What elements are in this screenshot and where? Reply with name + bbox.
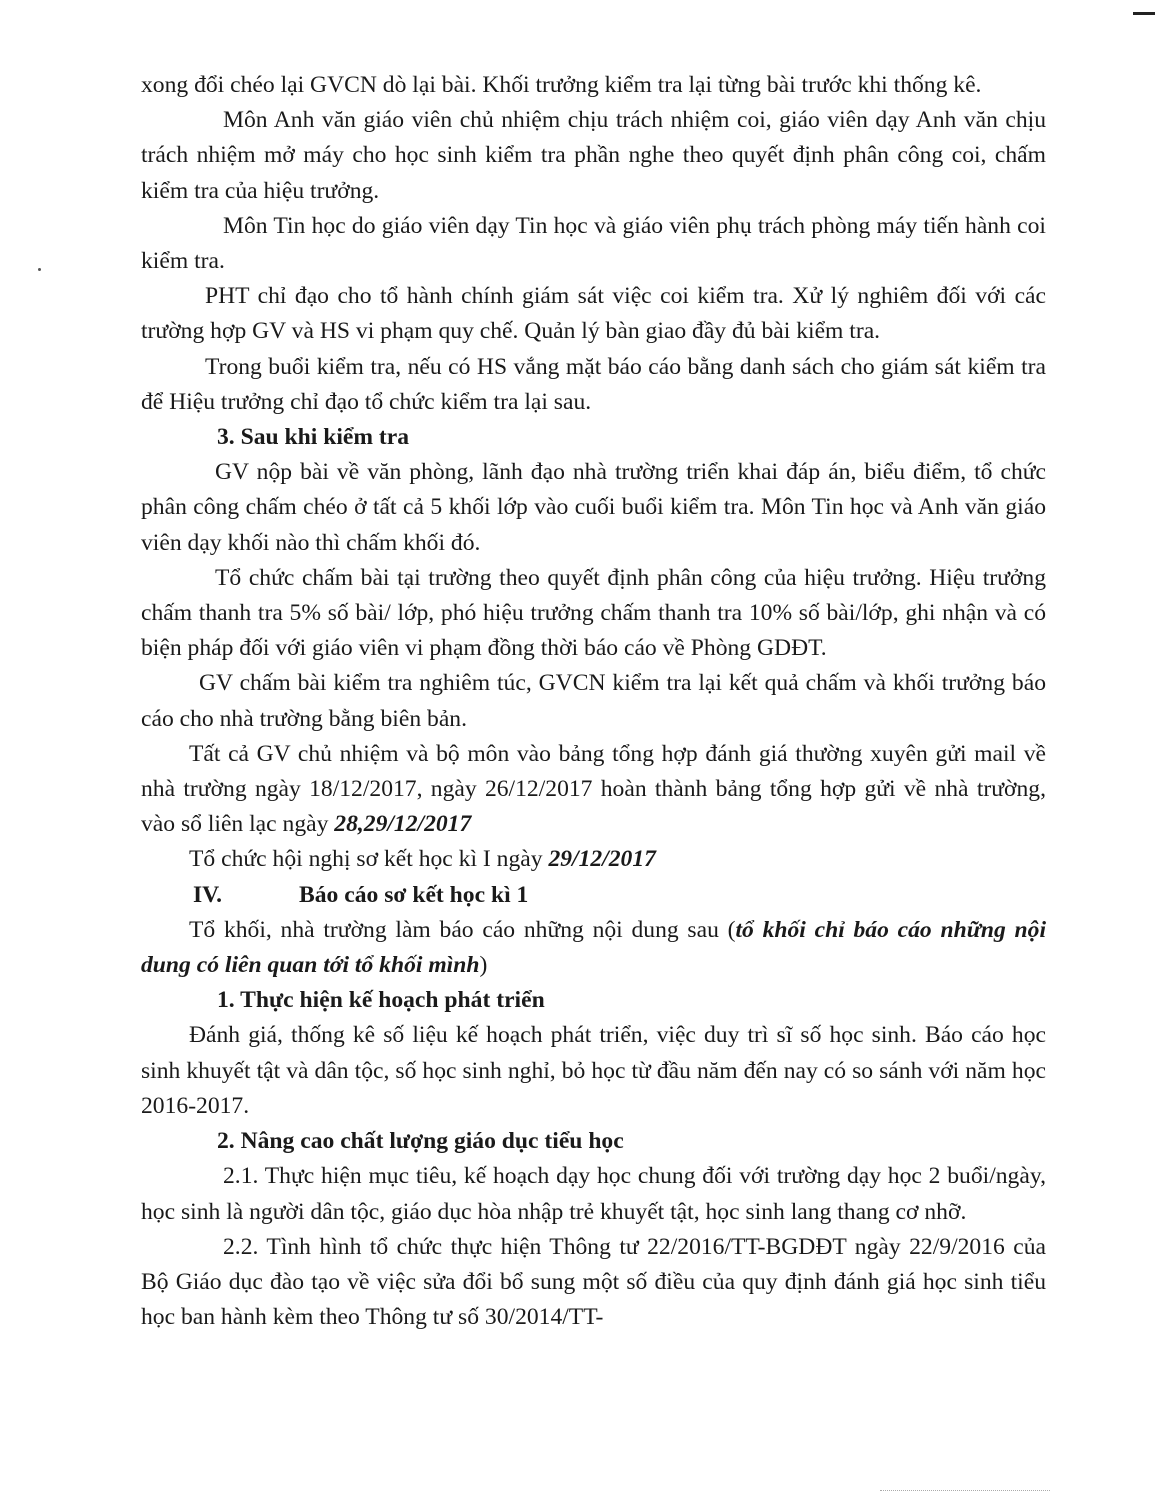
paragraph-item-2-2: 2.2. Tình hình tổ chức thực hiện Thông tư 22/2016/TT-BGDĐT ngày 22/9/2016 của Bộ Giáo dục đào tạo về việc sửa đổi bổ sung một số điều của quy định đánh giá học sinh tiểu học ban hành kèm theo Thông tư số 30/2014/TT- [141, 1233, 1046, 1331]
paragraph-grading-check: xong đổi chéo lại GVCN dò lại bài. Khối trưởng kiểm tra lại từng bài trước khi thống kê. [141, 72, 982, 98]
paragraph-summary-tables [141, 737, 1046, 843]
section-iv-heading [141, 878, 1046, 913]
paragraph-teacher-grading: GV chấm bài kiểm tra nghiêm túc, GVCN kiểm tra lại kết quả chấm và khối trưởng báo cáo cho nhà trường bằng biên bản. [141, 670, 1046, 732]
summary-tables-text: Tất cả GV chủ nhiệm và bộ môn vào bảng tổng hợp đánh giá thường xuyên gửi mail về nhà trường ngày 18/12/2017, ngày 26/12/2017 hoàn thành bảng tổng hợp gửi về nhà trường, vào sổ liên lạc ngày [141, 740, 1046, 838]
scan-speck [38, 268, 41, 271]
document-page [141, 68, 1046, 1335]
paragraph-submit-papers: GV nộp bài về văn phòng, lãnh đạo nhà trường triển khai đáp án, biểu điểm, tổ chức phân công chấm chéo ở tất cả 5 khối lớp vào cuối buổi kiểm tra. Môn Tin học và Anh văn giáo viên dạy khối nào thì chấm khối đó. [141, 459, 1046, 556]
paragraph-grading-organization: Tổ chức chấm bài tại trường theo quyết định phân công của hiệu trưởng. Hiệu trưởng chấm thanh tra 5% số bài/ lớp, phó hiệu trưởng chấm thanh tra 10% số bài/lớp, ghi nhận và có biện pháp đối với giáo viên vi phạm đồng thời báo cáo về Phòng GDĐT. [141, 564, 1046, 662]
report-contents-note: tổ khối chỉ báo cáo những nội dung có liên quan tới tổ khối mình [141, 916, 1047, 979]
heading-after-exam: 3. Sau khi kiểm tra [217, 424, 410, 451]
section-iv-number: IV. [193, 881, 223, 908]
summary-tables-date: 28,29/12/2017 [334, 811, 472, 838]
page-corner-mark [1133, 12, 1155, 15]
paragraph-report-contents [141, 913, 1046, 983]
paragraph-item-2-1: 2.1. Thực hiện mục tiêu, kế hoạch dạy học chung đối với trường dạy học 2 buổi/ngày, học sinh là người dân tộc, giáo dục hòa nhập trẻ khuyết tật, học sinh lang thang cơ nhỡ. [141, 1163, 1046, 1225]
conference-date: 29/12/2017 [548, 846, 656, 873]
report-contents-text: Tổ khối, nhà trường làm báo cáo những nội dung sau ( [189, 916, 736, 943]
section-iv-title: Báo cáo sơ kết học kì 1 [299, 881, 529, 908]
page-bottom-rule [880, 1490, 1050, 1492]
paragraph-english-proctoring: Môn Anh văn giáo viên chủ nhiệm chịu trách nhiệm coi, giáo viên dạy Anh văn chịu trách nhiệm mở máy cho học sinh kiểm tra phần nghe theo quyết định phân công coi, chấm kiểm tra của hiệu trưởng. [141, 107, 1046, 204]
heading-education-quality: 2. Nâng cao chất lượng giáo dục tiểu học [217, 1128, 624, 1155]
conference-text: Tổ chức hội nghị sơ kết học kì I ngày [189, 846, 549, 873]
paragraph-development-stats: Đánh giá, thống kê số liệu kế hoạch phát triển, việc duy trì sĩ số học sinh. Báo cáo học sinh khuyết tật và dân tộc, số học sinh nghỉ, bỏ học từ đầu năm đến nay có so sánh với năm học 2016-2017. [141, 1022, 1046, 1119]
report-contents-close: ) [479, 952, 488, 979]
heading-development-plan: 1. Thực hiện kế hoạch phát triển [217, 987, 545, 1014]
paragraph-it-proctoring: Môn Tin học do giáo viên dạy Tin học và giáo viên phụ trách phòng máy tiến hành coi kiểm tra. [141, 212, 1046, 275]
paragraph-absent-students: Trong buổi kiểm tra, nếu có HS vắng mặt báo cáo bằng danh sách cho giám sát kiểm tra để Hiệu trưởng chỉ đạo tổ chức kiểm tra lại sau. [141, 353, 1046, 415]
paragraph-semester-conference [141, 842, 1046, 877]
paragraph-vice-principal-supervision: PHT chỉ đạo cho tổ hành chính giám sát việc coi kiểm tra. Xử lý nghiêm đối với các trường hợp GV và HS vi phạm quy chế. Quản lý bàn giao đầy đủ bài kiểm tra. [141, 283, 1046, 345]
